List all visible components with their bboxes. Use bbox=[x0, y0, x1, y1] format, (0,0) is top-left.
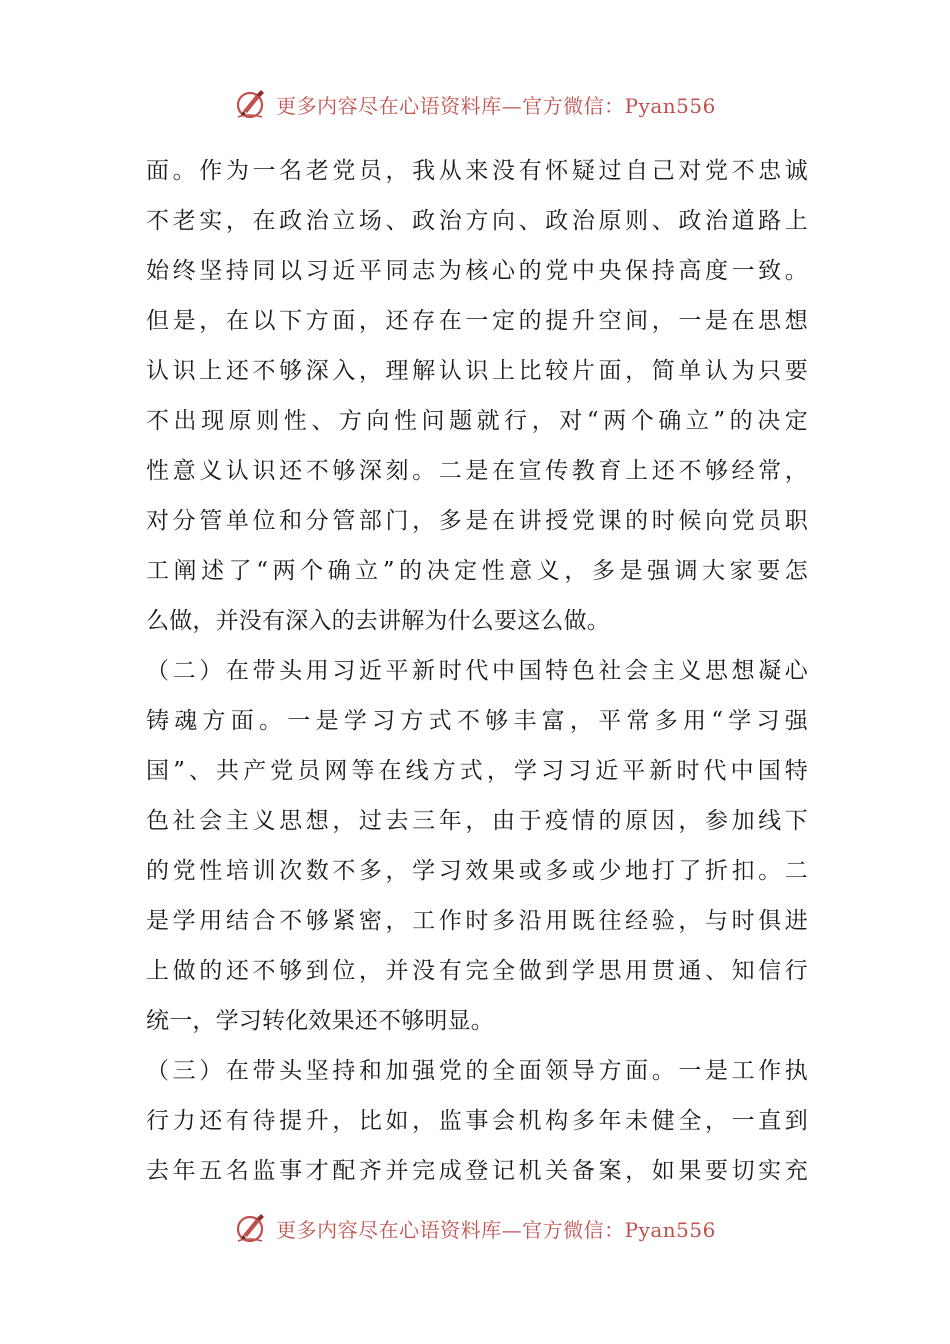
body-line: 工阐述了“两个确立”的决定性意义，多是强调大家要怎 bbox=[146, 558, 808, 584]
body-line: 色社会主义思想，过去三年，由于疫情的原因，参加线下 bbox=[146, 808, 808, 834]
body-line: 面。作为一名老党员，我从来没有怀疑过自己对党不忠诚 bbox=[146, 158, 808, 184]
body-line: 么做，并没有深入的去讲解为什么要这么做。 bbox=[146, 608, 610, 634]
body-line: 去年五名监事才配齐并完成登记机关备案，如果要切实充 bbox=[146, 1158, 808, 1184]
body-line: 的党性培训次数不多，学习效果或多或少地打了折扣。二 bbox=[146, 858, 808, 884]
body-line: 统一，学习转化效果还不够明显。 bbox=[146, 1008, 494, 1034]
pen-logo-icon bbox=[234, 87, 268, 121]
body-line: 国”、共产党员网等在线方式，学习习近平新时代中国特 bbox=[146, 758, 808, 784]
body-line: 始终坚持同以习近平同志为核心的党中央保持高度一致。 bbox=[146, 258, 808, 284]
document-body bbox=[146, 146, 808, 1196]
header-banner-text: 更多内容尽在心语资料库—官方微信：Pyan556 bbox=[276, 93, 716, 118]
body-line: 认识上还不够深入，理解认识上比较片面，简单认为只要 bbox=[146, 358, 808, 384]
section-heading-line: （三）在带头坚持和加强党的全面领导方面。一是工作执 bbox=[146, 1058, 808, 1084]
body-line: 不出现原则性、方向性问题就行，对“两个确立”的决定 bbox=[146, 408, 808, 434]
body-line: 对分管单位和分管部门，多是在讲授党课的时候向党员职 bbox=[146, 508, 808, 534]
body-line: 但是，在以下方面，还存在一定的提升空间，一是在思想 bbox=[146, 308, 808, 334]
section-heading-line: （二）在带头用习近平新时代中国特色社会主义思想凝心 bbox=[146, 658, 808, 684]
body-line: 铸魂方面。一是学习方式不够丰富，平常多用“学习强 bbox=[146, 708, 808, 734]
footer-banner-text: 更多内容尽在心语资料库—官方微信：Pyan556 bbox=[276, 1217, 716, 1242]
footer-banner bbox=[0, 1208, 950, 1248]
body-line: 性意义认识还不够深刻。二是在宣传教育上还不够经常， bbox=[146, 458, 808, 484]
body-line: 上做的还不够到位，并没有完全做到学思用贯通、知信行 bbox=[146, 958, 808, 984]
header-banner bbox=[0, 84, 950, 124]
footer-banner-inner bbox=[234, 1211, 716, 1245]
header-banner-inner bbox=[234, 87, 716, 121]
body-line: 行力还有待提升，比如，监事会机构多年未健全，一直到 bbox=[146, 1108, 808, 1134]
pen-logo-icon bbox=[234, 1211, 268, 1245]
body-line: 不老实，在政治立场、政治方向、政治原则、政治道路上 bbox=[146, 208, 808, 234]
body-line: 是学用结合不够紧密，工作时多沿用既往经验，与时俱进 bbox=[146, 908, 808, 934]
